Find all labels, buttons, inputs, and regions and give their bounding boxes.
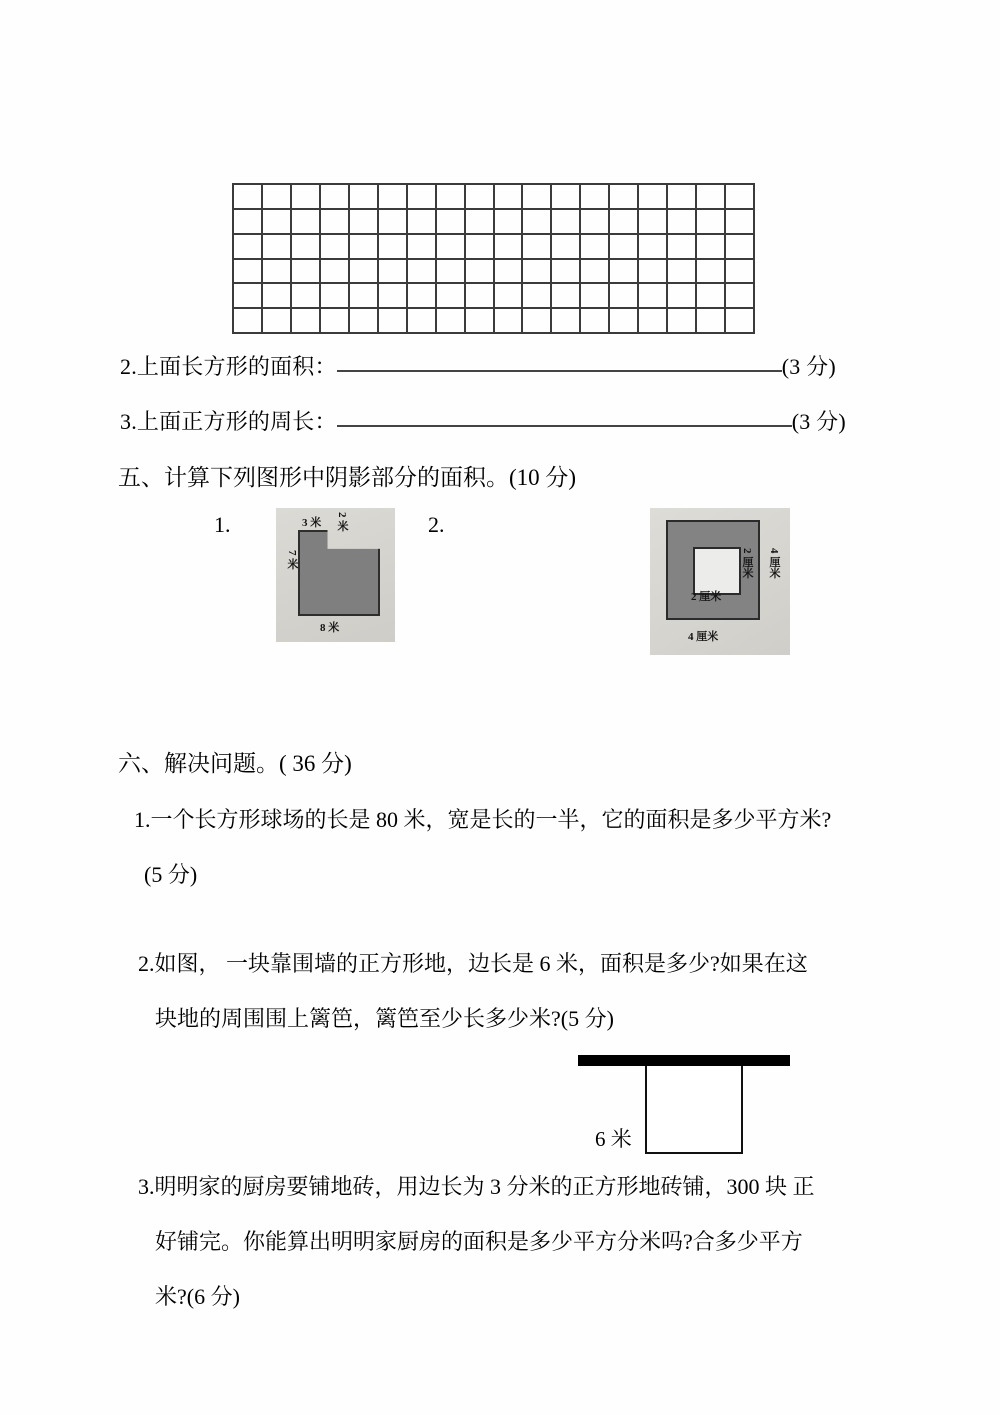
grid-cell — [263, 309, 292, 334]
grid-cell — [495, 260, 524, 285]
grid-cell — [495, 235, 524, 260]
grid-cell — [379, 284, 408, 309]
grid-cell — [726, 185, 755, 210]
figure-2-label-inner-right: 2 厘米 — [741, 548, 753, 579]
grid-cell — [350, 210, 379, 235]
grid-cell — [523, 210, 552, 235]
grid-cell — [697, 284, 726, 309]
problem-3-number: 3. — [138, 1174, 155, 1199]
answer-blank-3[interactable] — [337, 407, 792, 427]
grid-cell — [350, 260, 379, 285]
question-2-fill — [120, 352, 836, 382]
grid-cell — [292, 185, 321, 210]
grid-cell — [610, 235, 639, 260]
grid-cell — [437, 185, 466, 210]
grid-cell — [379, 185, 408, 210]
square-plot-shape — [645, 1066, 743, 1154]
grid-cell — [668, 284, 697, 309]
section-six-heading: 六、解决问题。( 36 分) — [118, 751, 352, 776]
section-five-heading: 五、计算下列图形中阴影部分的面积。(10 分) — [118, 465, 577, 490]
problem-2-text-line-1: 如图， 一块靠围墙的正方形地，边长是 6 米，面积是多少?如果在这 — [154, 951, 808, 976]
figure-1-photo — [276, 508, 395, 642]
grid-cell — [350, 284, 379, 309]
grid-cell — [726, 210, 755, 235]
grid-cell — [234, 260, 263, 285]
grid-cell — [639, 185, 668, 210]
grid-cell — [234, 235, 263, 260]
grid-cell — [234, 210, 263, 235]
grid-cell — [292, 284, 321, 309]
grid-cell — [726, 309, 755, 334]
grid-cell — [639, 235, 668, 260]
grid-cell — [466, 210, 495, 235]
grid-cell — [321, 210, 350, 235]
grid-cell — [234, 284, 263, 309]
grid-cell — [437, 260, 466, 285]
problem-3-text-line-3: 米?(6 分) — [155, 1284, 240, 1309]
grid-cell — [408, 284, 437, 309]
grid-cell — [263, 260, 292, 285]
grid-cell — [581, 210, 610, 235]
grid-cell — [234, 185, 263, 210]
grid-cell — [697, 309, 726, 334]
figure-2-number: 2. — [428, 512, 445, 537]
question-2-text: 上面长方形的面积： — [136, 354, 337, 379]
grid-cell — [437, 309, 466, 334]
grid-cell — [668, 309, 697, 334]
grid-cell — [523, 185, 552, 210]
question-3-score: (3 分) — [791, 409, 846, 434]
grid-cell — [639, 309, 668, 334]
answer-blank-2[interactable] — [337, 352, 782, 372]
grid-cell — [263, 210, 292, 235]
grid-cell — [292, 210, 321, 235]
grid-cell — [581, 235, 610, 260]
grid-cell — [466, 185, 495, 210]
figure-1-label-notch-right: 2 米 — [336, 512, 348, 532]
figure-2-label-inner-bottom: 2 厘米 — [691, 591, 722, 603]
grid-cell — [668, 210, 697, 235]
grid-cell — [350, 235, 379, 260]
question-3-fill — [120, 407, 846, 437]
wall-bar — [578, 1055, 790, 1066]
grid-cell — [321, 309, 350, 334]
l-shape-diagram — [298, 530, 380, 616]
grid-cell — [321, 185, 350, 210]
grid-cell — [523, 309, 552, 334]
l-shape-polygon — [298, 530, 380, 616]
problem-2-number: 2. — [138, 951, 155, 976]
grid-cell — [552, 185, 581, 210]
figure-1-label-top: 3 米 — [302, 517, 322, 529]
grid-cell — [350, 185, 379, 210]
grid-cell — [408, 185, 437, 210]
grid-cell — [408, 309, 437, 334]
grid-cell — [697, 235, 726, 260]
grid-cell — [263, 185, 292, 210]
grid-cell — [437, 235, 466, 260]
rectangle-grid-figure — [232, 183, 755, 334]
grid-cell — [466, 284, 495, 309]
grid-cell — [581, 185, 610, 210]
grid-cell — [523, 260, 552, 285]
grid-cell — [581, 260, 610, 285]
wall-diagram-side-label: 6 米 — [595, 1127, 632, 1151]
grid-cell — [292, 260, 321, 285]
grid-cell — [610, 284, 639, 309]
wall-square-diagram — [575, 1055, 800, 1165]
grid-cell — [523, 284, 552, 309]
problem-1-score: (5 分) — [144, 862, 198, 887]
problem-3-text-line-2: 好铺完。你能算出明明家厨房的面积是多少平方分米吗?合多少平方 — [155, 1229, 803, 1254]
problem-2-text-line-2: 块地的周围围上篱笆，篱笆至少长多少米?(5 分) — [155, 1006, 614, 1031]
grid-cell — [610, 309, 639, 334]
grid-cell — [379, 309, 408, 334]
figure-1-label-left: 7 米 — [286, 550, 298, 570]
grid-cell — [581, 309, 610, 334]
grid-cell — [726, 284, 755, 309]
grid-cell — [466, 235, 495, 260]
figure-2-label-outer-right: 4 厘米 — [768, 548, 780, 579]
problem-1-text: 一个长方形球场的长是 80 米，宽是长的一半，它的面积是多少平方米? — [150, 807, 832, 832]
grid-cell — [495, 185, 524, 210]
grid-cell — [697, 185, 726, 210]
grid-cell — [523, 235, 552, 260]
problem-3-text-line-1: 明明家的厨房要铺地砖，用边长为 3 分米的正方形地砖铺，300 块 正 — [154, 1174, 815, 1199]
grid-cell — [639, 260, 668, 285]
grid-cell — [639, 284, 668, 309]
grid-cell — [379, 210, 408, 235]
grid-cell — [263, 235, 292, 260]
grid-cell — [726, 235, 755, 260]
grid-cell — [234, 309, 263, 334]
problem-1-line-1 — [134, 803, 831, 837]
grid-cell — [668, 235, 697, 260]
question-2-number: 2. — [120, 354, 137, 379]
question-3-text: 上面正方形的周长： — [136, 409, 337, 434]
figure-2-label-outer-bottom: 4 厘米 — [688, 631, 719, 643]
grid-cell — [321, 260, 350, 285]
grid-cell — [292, 235, 321, 260]
question-2-score: (3 分) — [781, 354, 836, 379]
grid-cell — [379, 235, 408, 260]
grid-cell — [263, 284, 292, 309]
grid-cell — [697, 210, 726, 235]
grid-cell — [379, 260, 408, 285]
grid-cell — [437, 210, 466, 235]
grid-cell — [552, 309, 581, 334]
figure-1-number: 1. — [214, 512, 231, 537]
grid-cell — [610, 210, 639, 235]
figure-2-photo — [650, 508, 790, 655]
grid-cell — [697, 260, 726, 285]
grid-cell — [610, 260, 639, 285]
figure-1-label-bottom: 8 米 — [320, 622, 340, 634]
grid-cell — [495, 284, 524, 309]
grid-cell — [408, 260, 437, 285]
grid-cell — [552, 210, 581, 235]
grid-cell — [408, 210, 437, 235]
grid-cell — [668, 260, 697, 285]
problem-2-line-1 — [138, 947, 808, 981]
grid-cell — [552, 284, 581, 309]
grid-cell — [495, 309, 524, 334]
grid-cell — [350, 309, 379, 334]
grid-cell — [466, 260, 495, 285]
grid-cell — [668, 185, 697, 210]
grid-cell — [552, 260, 581, 285]
grid-cell — [726, 260, 755, 285]
grid-cell — [408, 235, 437, 260]
grid-cell — [639, 210, 668, 235]
grid-cell — [552, 235, 581, 260]
grid-cell — [321, 235, 350, 260]
grid-cell — [581, 284, 610, 309]
grid-cell — [321, 284, 350, 309]
grid-cell — [466, 309, 495, 334]
grid-cell — [610, 185, 639, 210]
problem-3-line-1 — [138, 1170, 815, 1204]
grid-cell — [495, 210, 524, 235]
problem-1-number: 1. — [134, 807, 151, 832]
question-3-number: 3. — [120, 409, 137, 434]
grid-cell — [437, 284, 466, 309]
grid-cell — [292, 309, 321, 334]
